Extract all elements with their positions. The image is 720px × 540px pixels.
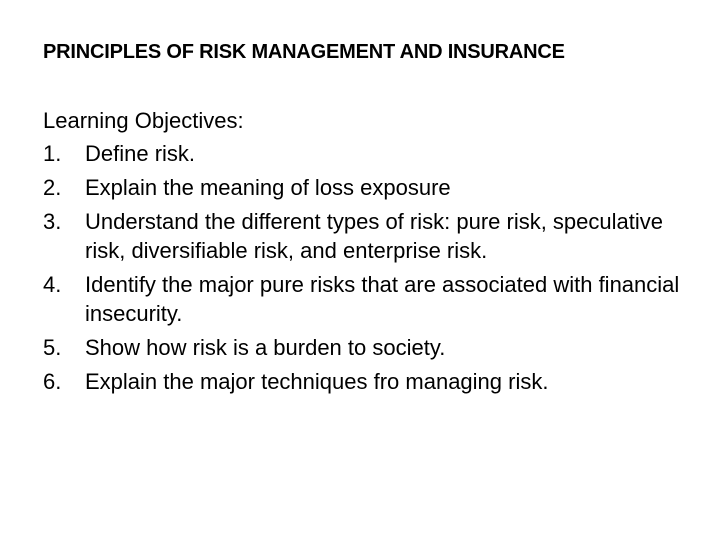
objective-item [43, 139, 683, 168]
objectives-list [43, 139, 683, 396]
objective-text: Identify the major pure risks that are associated with financial insecurity. [85, 272, 680, 326]
objective-number: 2. [43, 175, 62, 200]
objective-number: 5. [43, 335, 62, 360]
objective-item [43, 270, 683, 328]
objective-item [43, 173, 683, 202]
objective-text: Explain the major techniques fro managing risk. [85, 369, 549, 394]
objective-item [43, 333, 683, 362]
objective-number: 1. [43, 141, 62, 166]
slide-content [43, 106, 683, 401]
objective-number: 6. [43, 369, 62, 394]
objective-text: Explain the meaning of loss exposure [85, 175, 451, 200]
objective-text: Define risk. [85, 141, 196, 166]
objective-text: Understand the different types of risk: pure risk, speculative risk, diversifiable risk, and enterprise risk. [85, 209, 663, 263]
objective-item [43, 367, 683, 396]
objective-number: 4. [43, 272, 62, 297]
learning-objectives-heading: Learning Objectives: [43, 108, 244, 133]
objective-number: 3. [43, 209, 62, 234]
slide-title: PRINCIPLES OF RISK MANAGEMENT AND INSURANCE [43, 41, 565, 63]
objective-item [43, 207, 683, 265]
objective-text: Show how risk is a burden to society. [85, 335, 446, 360]
